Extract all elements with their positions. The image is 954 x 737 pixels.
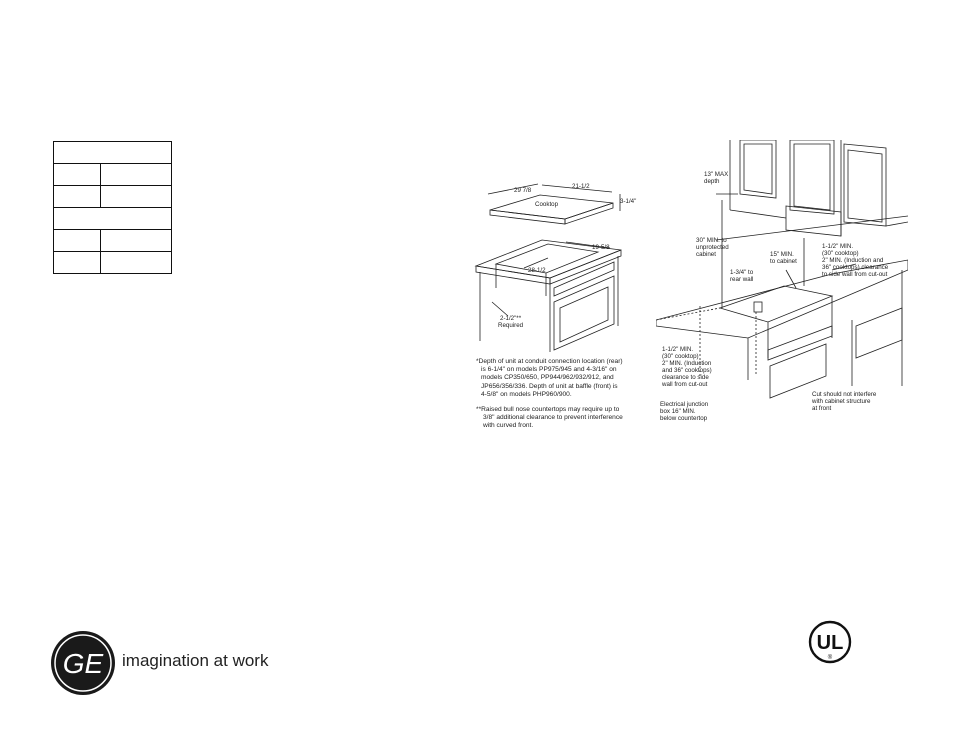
note-line: 4-5/8" on models PHP960/900. (481, 390, 572, 398)
note-depth (476, 358, 646, 399)
table-row (54, 186, 172, 208)
note-line: is 6-1/4" on models PP975/945 and 4-3/16" on (481, 366, 617, 374)
max-depth-2: depth (704, 178, 720, 185)
table-cell (101, 252, 172, 274)
table-cell (54, 142, 172, 164)
side-clearance-bottom-5: clearance to side (662, 374, 709, 381)
dim-depth: 21-1/2 (572, 183, 590, 190)
table-cell (54, 230, 101, 252)
min-unprotected-3: cabinet (696, 251, 716, 258)
note-line: JP656/356/336. Depth of unit at baffle (front) is (481, 382, 618, 390)
cooktop-front (490, 210, 565, 224)
table-cell (101, 164, 172, 186)
side-clearance-bottom-1: 1-1/2" MIN. (662, 346, 694, 353)
ge-logo-text: GE (62, 648, 104, 679)
table-cell (54, 164, 101, 186)
side-clearance-top-1: 1-1/2" MIN. (822, 243, 854, 250)
note-bullnose (476, 406, 646, 431)
side-clearance-top-4: 36" cooktops) clearance (822, 264, 889, 271)
side-clearance-bottom-2: (30" cooktop) (662, 353, 699, 360)
required-label: Required (498, 322, 524, 329)
dim-width: 29 7/8 (514, 187, 532, 194)
side-clearance-bottom-6: wall from cut-out (662, 381, 708, 388)
table-cell (54, 208, 172, 230)
min-cabinet-1: 15" MIN. (770, 251, 794, 258)
note-line: *Depth of unit at conduit connection location (rear) (476, 358, 623, 365)
ul-listed-icon (808, 620, 852, 664)
junction-box-1: Electrical junction (660, 401, 709, 408)
ul-registered-mark: ® (827, 655, 833, 661)
rear-wall-2: rear wall (730, 276, 754, 283)
dim-cutout-width: 28-1/2 (528, 267, 546, 274)
table-row (54, 230, 172, 252)
note-line: 3/8" additional clearance to prevent interference (483, 414, 623, 422)
dim-height: 3-1/4" (620, 198, 637, 205)
tagline: imagination at work (122, 651, 269, 670)
side-clearance-top-2: (30" cooktop) (822, 250, 859, 257)
table-row (54, 164, 172, 186)
table-row (54, 142, 172, 164)
required-value: 2-1/2"** (500, 315, 522, 322)
note-line: models CP350/650, PP944/962/932/912, and (481, 374, 614, 382)
ul-text: UL (816, 632, 844, 654)
table-cell (54, 186, 101, 208)
table-row (54, 252, 172, 274)
cooktop-side (565, 203, 613, 224)
clearance-diagram (656, 140, 908, 432)
ge-logo-icon (50, 630, 116, 696)
side-clearance-top-5: to side wall from cut-out (822, 271, 888, 278)
max-depth-1: 13" MAX (704, 171, 729, 178)
rear-wall-1: 1-3/4" to (730, 269, 754, 276)
side-clearance-top-3: 2" MIN. (Induction and (822, 257, 884, 264)
table-cell (101, 230, 172, 252)
side-clearance-bottom-3: 2" MIN. (Induction (662, 360, 712, 367)
junction-box-3: below countertop (660, 415, 708, 422)
table-cell (54, 252, 101, 274)
dim-cutout-depth: 19-5/8 (592, 244, 610, 251)
table-row (54, 208, 172, 230)
min-unprotected-2: unprotected (696, 244, 729, 251)
min-cabinet-2: to cabinet (770, 258, 797, 265)
side-clearance-bottom-4: and 36" cooktops) (662, 367, 712, 374)
countertop-cutout (720, 286, 832, 322)
min-unprotected-1: 30" MIN. to (696, 237, 727, 244)
cooktop-label: Cooktop (535, 201, 559, 208)
junction-box-2: box 16" MIN. (660, 408, 696, 415)
note-line: **Raised bull nose countertops may require up to (476, 406, 620, 413)
cut-note-1: Cut should not interfere (812, 391, 877, 398)
table-cell (101, 186, 172, 208)
note-line: with curved front. (483, 422, 534, 430)
spec-table (53, 141, 172, 274)
cut-note-3: at front (812, 405, 832, 412)
cut-note-2: with cabinet structure (812, 398, 871, 405)
cooktop-cutout-diagram (470, 176, 640, 352)
